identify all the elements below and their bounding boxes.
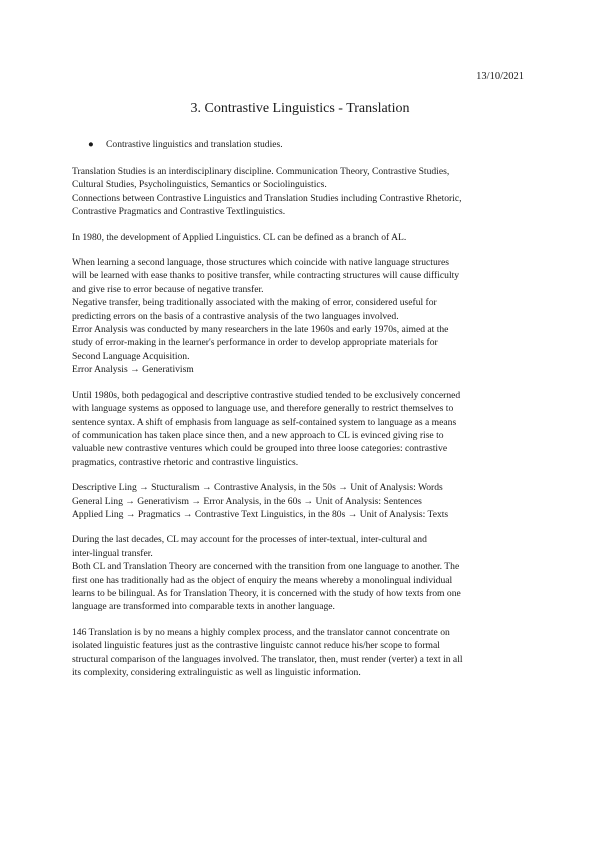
text-line: inter-lingual transfer. bbox=[72, 547, 153, 559]
text-line: Until 1980s, both pedagogical and descriptive contrastive studied tended to be exclusively concerned bbox=[72, 389, 461, 401]
text-line: structural comparison of the languages involved. The translator, then, must render (verter) a text in all bbox=[72, 653, 463, 665]
text-line: Connections between Contrastive Linguistics and Translation Studies including Contrastive Rhetoric, bbox=[72, 192, 462, 204]
document-body bbox=[72, 165, 534, 691]
text-line: sentence syntax. A shift of emphasis from language as self-contained system to language as a means bbox=[72, 416, 457, 428]
text-line: When learning a second language, those structures which coincide with native language structures bbox=[72, 257, 449, 269]
text-line: first one has traditionally had as the object of enquiry the means whereby a monolingual individual bbox=[72, 574, 453, 586]
paragraph bbox=[72, 256, 534, 377]
text-line: Cultural Studies, Psycholinguistics, Semantics or Sociolinguistics. bbox=[72, 179, 327, 191]
text-line: Applied Ling → Pragmatics → Contrastive Text Linguistics, in the 80s → Unit of Analysis: Texts bbox=[72, 508, 449, 520]
text-line: predicting errors on the basis of a contrastive analysis of the two languages involved. bbox=[72, 310, 399, 322]
text-line: Descriptive Ling → Stucturalism → Contrastive Analysis, in the 50s → Unit of Analysis: Words bbox=[72, 482, 443, 494]
text-line: of communication has taken place since then, and a new approach to CL is evinced giving rise to bbox=[72, 429, 444, 441]
text-line: 146 Translation is by no means a highly complex process, and the translator cannot concentrate on bbox=[72, 626, 450, 638]
text-line: Error Analysis → Generativism bbox=[72, 364, 194, 376]
text-line: Error Analysis was conducted by many researchers in the late 1960s and early 1970s, aimed at the bbox=[72, 324, 449, 336]
page-title: 3. Contrastive Linguistics - Translation bbox=[190, 101, 410, 116]
text-line: valuable new contrastive ventures which could be grouped into three loose categories: contrastive bbox=[72, 443, 448, 455]
bullet-item bbox=[88, 139, 283, 150]
text-line: isolated linguistic features just as the contrastive linguistc cannot reduce his/her scope to formal bbox=[72, 640, 440, 652]
text-line: learns to be bilingual. As for Translation Theory, it is concerned with the study of how texts from one bbox=[72, 587, 461, 599]
paragraph bbox=[72, 389, 534, 469]
text-line: and give rise to error because of negative transfer. bbox=[72, 283, 264, 295]
text-line: Both CL and Translation Theory are concerned with the transition from one language to another. The bbox=[72, 561, 460, 573]
document-date: 13/10/2021 bbox=[476, 71, 524, 82]
text-line: with language systems as opposed to language use, and therefore generally to restrict themselves to bbox=[72, 403, 454, 415]
paragraph bbox=[72, 165, 534, 219]
bullet-dot-icon: ● bbox=[88, 139, 94, 150]
text-line: language are transformed into comparable texts in another language. bbox=[72, 601, 335, 613]
paragraph bbox=[72, 231, 534, 244]
text-line: Translation Studies is an interdisciplinary discipline. Communication Theory, Contrastive Studies, bbox=[72, 166, 450, 177]
text-line: Second Language Acquisition. bbox=[72, 350, 190, 362]
text-line: pragmatics, contrastive rhetoric and contrastive linguistics. bbox=[72, 456, 299, 468]
text-line: Contrastive Pragmatics and Contrastive Textlinguistics. bbox=[72, 206, 286, 218]
text-line: its complexity, considering extralinguistic as well as linguistic information. bbox=[72, 667, 361, 678]
text-line: During the last decades, CL may account for the processes of inter-textual, inter-cultural and bbox=[72, 534, 427, 546]
text-line: Negative transfer, being traditionally associated with the making of error, considered useful for bbox=[72, 297, 437, 309]
paragraph bbox=[72, 626, 534, 680]
text-line: will be learned with ease thanks to positive transfer, while contracting structures will cause difficulty bbox=[72, 270, 460, 282]
bullet-text: Contrastive linguistics and translation studies. bbox=[106, 139, 283, 150]
text-line: General Ling → Generativism → Error Analysis, in the 60s → Unit of Analysis: Sentences bbox=[72, 495, 422, 507]
text-line: In 1980, the development of Applied Linguistics. CL can be defined as a branch of AL. bbox=[72, 231, 407, 243]
paragraph bbox=[72, 481, 534, 521]
paragraph bbox=[72, 533, 534, 613]
text-line: study of error-making in the learner's performance in order to develop appropriate materials for bbox=[72, 337, 438, 349]
